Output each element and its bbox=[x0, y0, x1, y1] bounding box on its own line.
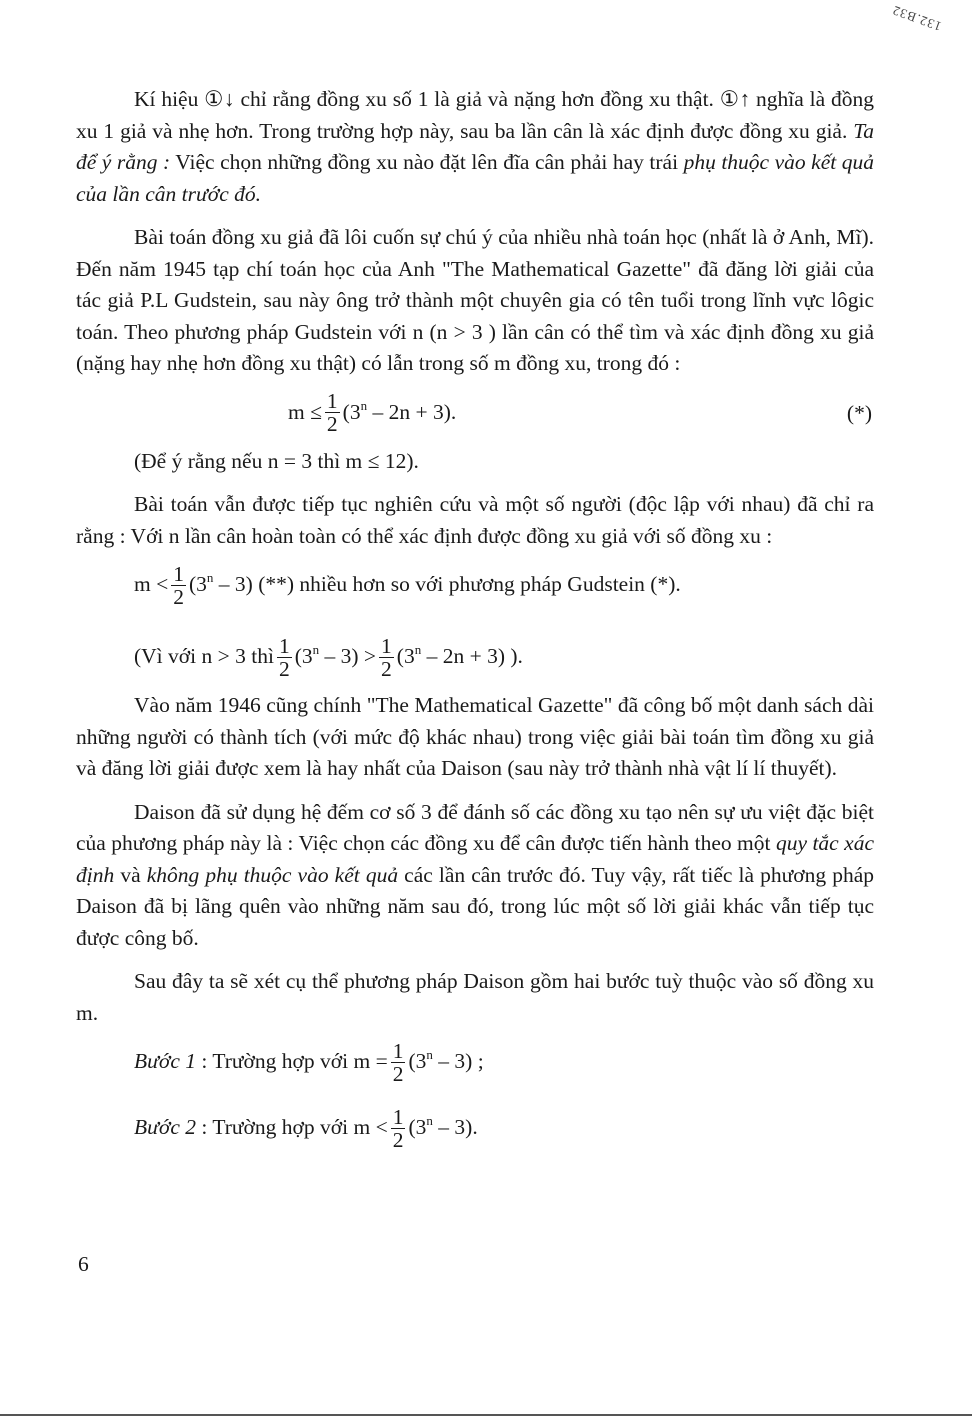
step-2: Bước 2 : Trường hợp với m < $\frac{1}{2}$ (3$^n$ – 3). bbox=[134, 1104, 478, 1152]
fraction-one-half: $\frac{1}{2}$ bbox=[392, 1038, 404, 1086]
page-bottom-edge bbox=[0, 1414, 972, 1416]
paragraph-research: Bài toán vẫn được tiếp tục nghiên cứu và một số người (độc lập với nhau) đã chỉ ra rằng : Với n lần cân hoàn toàn có thể xác định được đồng xu giả với số đồng xu : bbox=[76, 492, 874, 548]
paragraph-daison: Daison đã sử dụng hệ đếm cơ số 3 để đánh số các đồng xu tạo nên sự ưu việt đặc biệt của phương pháp này là : Việc chọn các đồng xu để cân được tiến hành theo một quy tắc xác định và không phụ thuộc vào kết quả các lần cân trước đó. Tuy vậy, rất tiếc là phương pháp Daison đã bị lãng quên vào những năm sau đó, trong lúc một số lời giải khác vẫn tiếp tục được công bố. bbox=[76, 799, 874, 950]
fraction-one-half: $\frac{1}{2}$ bbox=[381, 633, 392, 681]
formula-gudstein: m ≤ $\frac{1}{2}$ (3$^n$ – 2n + 3). (*) bbox=[288, 389, 872, 436]
fraction-one-half: $\frac{1}{2}$ bbox=[326, 389, 338, 436]
step-1: Bước 1 : Trường hợp với m = $\frac{1}{2}$ (3$^n$ – 3) ; bbox=[134, 1038, 484, 1086]
paragraph-notation: Kí hiệu ①↓ chỉ rằng đồng xu số 1 là giả và nặng hơn đồng xu thật. ①↑ nghĩa là đồng xu 1 giả và nhẹ hơn. Trong trường hợp này, sau ba lần cân là xác định được đồng xu giả. Ta để ý rằng : Việc chọn những đồng xu nào đặt lên đĩa cân phải hay trái phụ thuộc vào kết quả của lần cân trước đó. bbox=[76, 87, 874, 206]
corner-stamp: 132.B32 bbox=[889, 2, 943, 35]
paragraph-steps-intro: Sau đây ta sẽ xét cụ thể phương pháp Daison gồm hai bước tuỳ thuộc vào số đồng xu m. bbox=[76, 969, 874, 1025]
formula-improved: m < $\frac{1}{2}$ (3$^n$ – 3) (**) nhiều hơn so với phương pháp Gudstein (*). bbox=[134, 561, 681, 609]
fraction-one-half: $\frac{1}{2}$ bbox=[392, 1104, 404, 1152]
paragraph-note: (Để ý rằng nếu n = 3 thì m ≤ 12). bbox=[134, 448, 419, 473]
page-number: 6 bbox=[78, 1252, 89, 1276]
fraction-one-half: $\frac{1}{2}$ bbox=[278, 633, 290, 681]
formula-tag: (*) bbox=[846, 400, 872, 425]
fraction-one-half: $\frac{1}{2}$ bbox=[173, 561, 184, 609]
page-body bbox=[76, 84, 874, 1161]
paragraph-1946: Vào năm 1946 cũng chính "The Mathematical Gazette" đã công bố một danh sách dài những người có thành tích (với mức độ khác nhau) trong việc giải bài toán tìm đồng xu giả và đăng lời giải được xem là hay nhất của Daison (sau này trở thành nhà vật lí lí thuyết). bbox=[76, 693, 874, 780]
paragraph-history: Bài toán đồng xu giả đã lôi cuốn sự chú ý của nhiều nhà toán học (nhất là ở Anh, Mĩ). Đến năm 1945 tạp chí toán học của Anh "The Mathematical Gazette" đã đăng lời giải của tác giả P.L Gudstein, sau này ông trở thành một chuyên gia có tên tuổi trong lĩnh vực lôgic toán. Theo phương pháp Gudstein với n (n > 3 ) lần cân có thể tìm và xác định đồng xu giả (nặng hay nhẹ hơn đồng xu thật) có lẫn trong số m đồng xu, trong đó : bbox=[76, 225, 874, 375]
formula-comparison: (Vì với n > 3 thì $\frac{1}{2}$ (3$^n$ – 3) > $\frac{1}{2}$ (3$^n$ – 2n + 3) ). bbox=[134, 633, 523, 681]
